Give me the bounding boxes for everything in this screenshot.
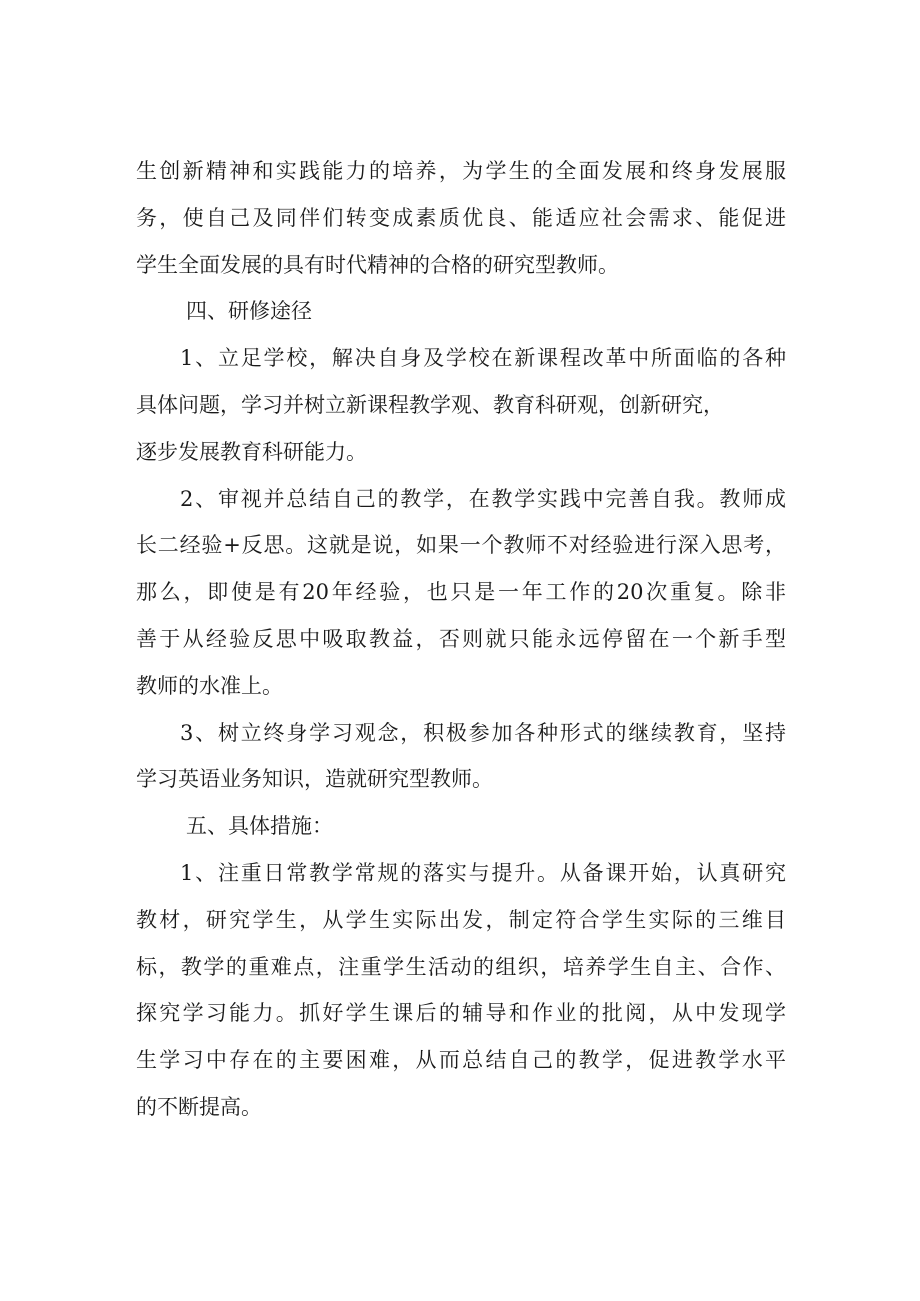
- text-line: 学生全面发展的具有时代精神的合格的研究型教师。: [136, 252, 619, 277]
- text-line: 学习英语业务知识，造就研究型教师。: [136, 767, 493, 792]
- section-heading: 四、研修途径: [186, 299, 312, 324]
- text-line: 教师的水准上。: [136, 673, 283, 698]
- text-line: 标，教学的重难点，注重学生活动的组织，培养学生自主、合作、: [136, 954, 786, 979]
- text-line: 1、注重日常教学常规的落实与提升。从备课开始，认真研究: [180, 860, 786, 885]
- text-line: 那么，即使是有20年经验，也只是一年工作的20次重复。除非: [136, 580, 786, 605]
- text-line: 生学习中存在的主要困难，从而总结自己的教学，促进教学水平: [136, 1048, 786, 1073]
- text-line: 3、树立终身学习观念，积极参加各种形式的继续教育，坚持: [180, 720, 786, 745]
- text-line: 务，使自己及同伴们转变成素质优良、能适应社会需求、能促进: [136, 205, 786, 230]
- text-line: 具体问题，学习并树立新课程教学观、教育科研观，创新研究，: [136, 392, 724, 417]
- text-line: 逐步发展教育科研能力。: [136, 439, 367, 464]
- text-line: 生创新精神和实践能力的培养，为学生的全面发展和终身发展服: [136, 159, 786, 183]
- text-line: 2、审视并总结自己的教学，在教学实践中完善自我。教师成: [180, 486, 786, 511]
- text-line: 探究学习能力。抓好学生课后的辅导和作业的批阅，从中发现学: [136, 1001, 786, 1026]
- text-line: 的不断提高。: [136, 1094, 262, 1119]
- text-line: 1、立足学校，解决自身及学校在新课程改革中所面临的各种: [180, 346, 786, 371]
- text-line: 善于从经验反思中吸取教益，否则就只能永远停留在一个新手型: [136, 626, 786, 651]
- text-line: 教材，研究学生，从学生实际出发，制定符合学生实际的三维目: [136, 907, 786, 932]
- document-body: [136, 148, 786, 1131]
- text-line: 长二经验+反思。这就是说，如果一个教师不对经验进行深入思考，: [136, 533, 786, 558]
- section-heading: 五、具体措施：: [186, 814, 333, 839]
